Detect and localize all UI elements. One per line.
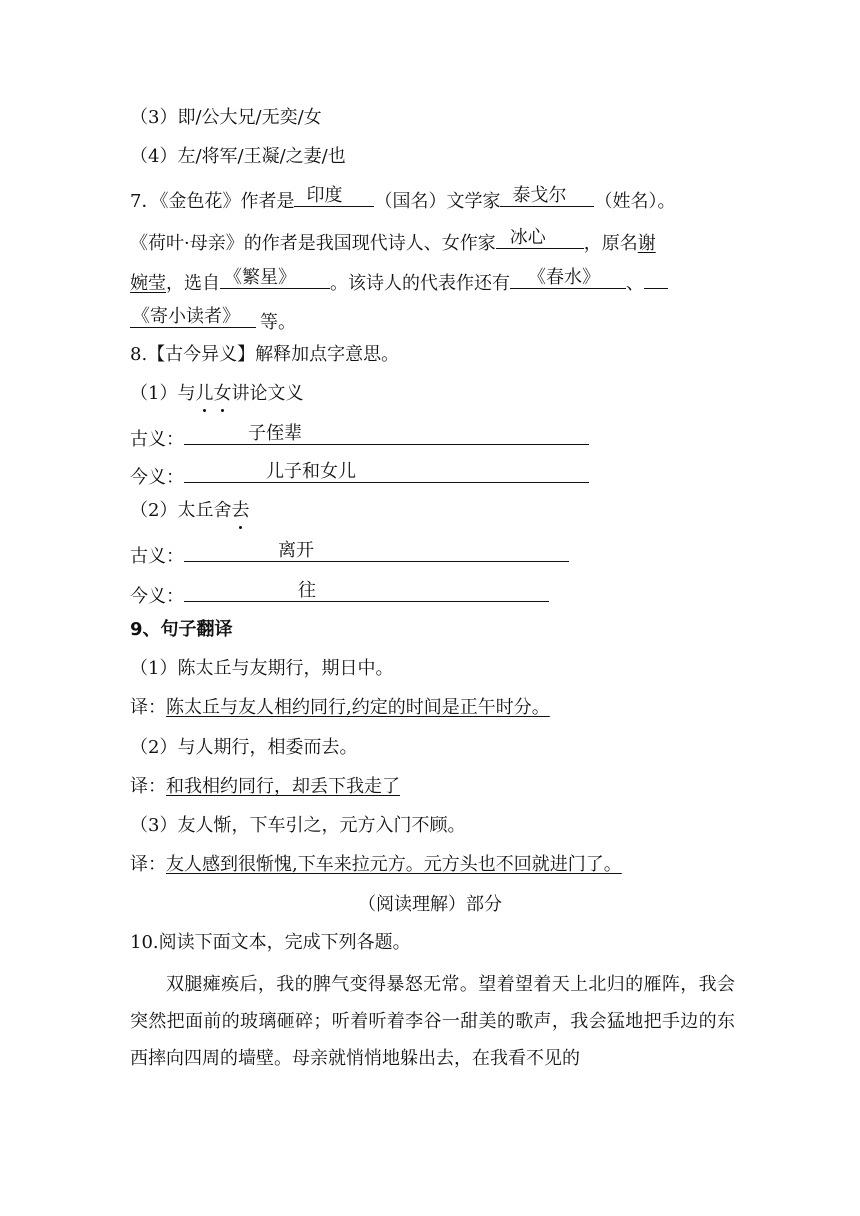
answer-name: 婉莹 — [130, 273, 166, 294]
q9-sentence-1: （1）陈太丘与友期行，期日中。 — [130, 658, 394, 679]
answer-poet: 冰心 — [496, 226, 584, 249]
text: ，原名 — [583, 233, 638, 254]
q8-title: 8.【古今异义】解释加点字意思。 — [130, 344, 400, 365]
q8-item-1-modern — [130, 460, 589, 490]
q7-line-1 — [130, 184, 675, 214]
q9-sentence-2: （2）与人期行，相委而去。 — [130, 737, 358, 758]
label: 今义： — [130, 586, 184, 607]
q9-translation-1 — [130, 696, 550, 720]
q8-item-2 — [130, 499, 249, 523]
q10-paragraph: 双腿瘫痪后，我的脾气变得暴怒无常。望着望着天上北归的雁阵，我会突然把面前的玻璃砸碎；听着听着李谷一甜美的歌声，我会猛地把手边的东西摔向四周的墙壁。母亲就悄悄地躲出去，在我看不见的 — [130, 974, 735, 1069]
text: 。该诗人的代表作还有 — [330, 273, 510, 294]
q6-item-4: （4）左/将军/王凝/之妻/也 — [130, 146, 346, 167]
q8-item-1 — [130, 382, 303, 406]
q9-translation-2 — [130, 775, 400, 799]
dotted-char: 儿 — [195, 383, 214, 404]
label: 译： — [130, 776, 166, 797]
q8-item-1-ancient — [130, 422, 589, 452]
text: 等。 — [260, 312, 296, 333]
q7-line-3 — [130, 266, 668, 296]
answer-blank: 往 — [184, 579, 549, 602]
q10-title: 10.阅读下面文本，完成下列各题。 — [130, 932, 411, 953]
answer-blank: 子侄辈 — [184, 422, 589, 445]
section-heading: （阅读理解）部分 — [358, 894, 502, 915]
q8-item-2-modern — [130, 579, 549, 609]
answer-work-1: 《春水》 — [510, 266, 626, 289]
blank-line — [644, 266, 668, 289]
q9-title: 9、句子翻译 — [130, 619, 233, 640]
text: ，选自 — [166, 273, 220, 294]
answer-name: 谢 — [637, 233, 656, 254]
dotted-char: 去 — [231, 500, 250, 521]
answer-blank: 离开 — [184, 539, 569, 562]
q9-sentence-3: （3）友人惭，下车引之，元方入门不顾。 — [130, 815, 466, 836]
answer-work-2: 《寄小读者》 — [130, 305, 256, 328]
label: 古义： — [130, 429, 184, 450]
dotted-char: 女 — [213, 383, 232, 404]
answer-blank: 儿子和女儿 — [184, 460, 589, 483]
text: 7．《金色花》作者是 — [130, 191, 295, 212]
answer-author: 泰戈尔 — [500, 184, 594, 207]
q8-item-2-ancient — [130, 539, 569, 569]
text: （国名）文学家 — [374, 191, 501, 212]
q7-line-2 — [130, 226, 656, 256]
text: 《荷叶·母亲》的作者是我国现代诗人、女作家 — [130, 233, 496, 254]
label: 今义： — [130, 467, 184, 488]
q9-translation-3 — [130, 853, 622, 877]
text: （1）与 — [130, 383, 196, 404]
text: 、 — [626, 273, 644, 294]
q6-item-3: （3）即/公大兄/无奕/女 — [130, 107, 322, 128]
answer-source: 《繁星》 — [220, 266, 330, 289]
answer-country: 印度 — [294, 184, 374, 207]
translation-text: 陈太丘与友人相约同行,约定的时间是正午时分。 — [166, 697, 550, 718]
label: 古义： — [130, 546, 184, 567]
label: 译： — [130, 854, 166, 875]
q7-line-4 — [130, 305, 296, 335]
translation-text: 和我相约同行，却丢下我走了 — [166, 776, 400, 797]
translation-text: 友人感到很惭愧,下车来拉元方。元方头也不回就进门了。 — [166, 854, 622, 875]
label: 译： — [130, 697, 166, 718]
text: （姓名）。 — [594, 191, 676, 212]
text: 讲论文义 — [231, 383, 304, 404]
text: （2）太丘舍 — [130, 500, 232, 521]
